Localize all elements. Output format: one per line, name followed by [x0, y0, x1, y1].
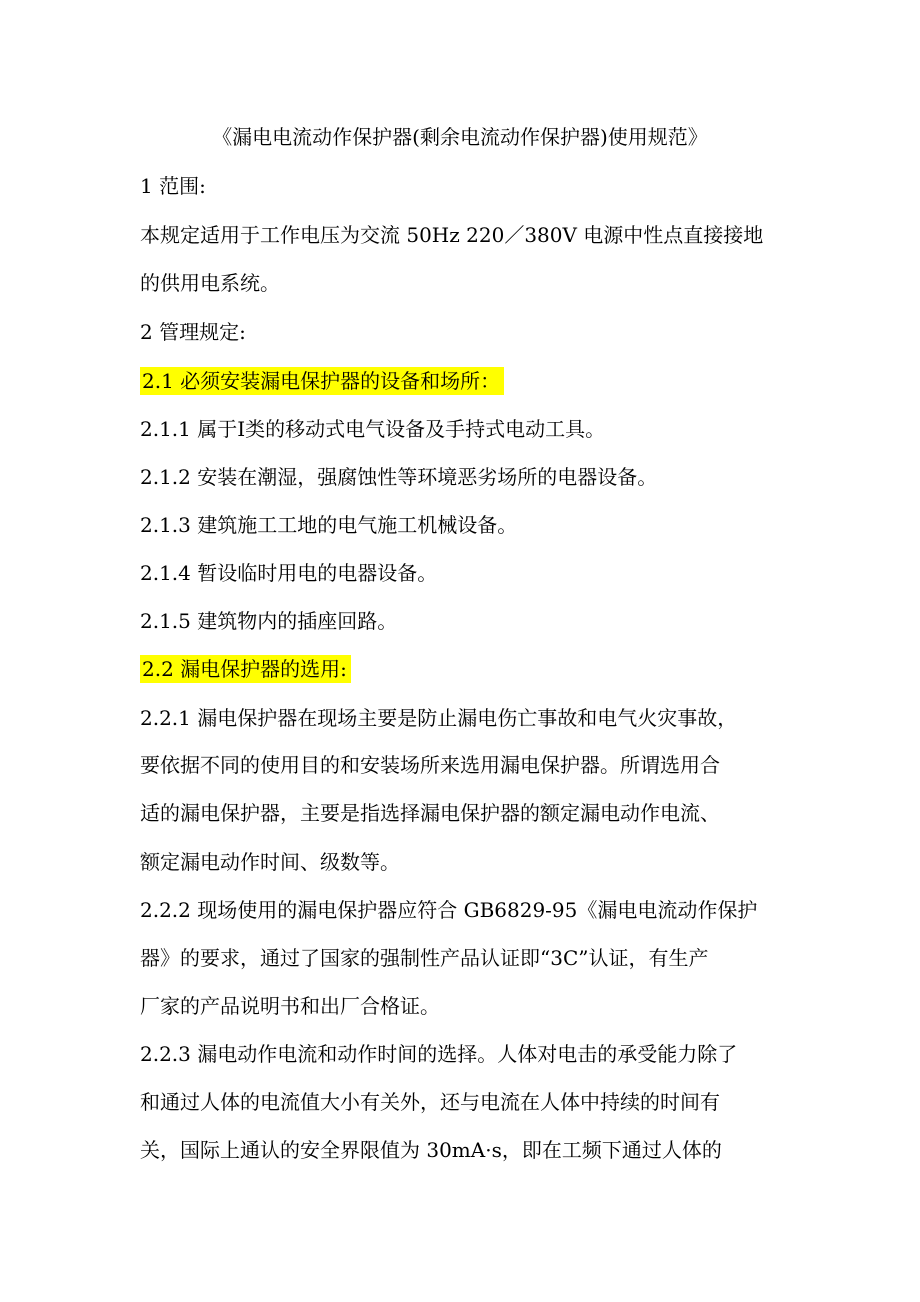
document-title: 《漏电电流动作保护器(剩余电流动作保护器)使用规范》: [212, 125, 708, 149]
paragraph-line: 2.2.1 漏电保护器在现场主要是防止漏电伤亡事故和电气火灾事故，: [140, 706, 738, 730]
paragraph-line: 要依据不同的使用目的和安装场所来选用漏电保护器。所谓选用合: [140, 753, 720, 777]
paragraph-line: 关，国际上通认的安全界限值为 30mA·s，即在工频下通过人体的: [140, 1138, 722, 1162]
paragraph-line: 适的漏电保护器，主要是指选择漏电保护器的额定漏电动作电流、: [140, 801, 720, 825]
highlighted-heading-2-1: [140, 366, 504, 396]
paragraph-line: 厂家的产品说明书和出厂合格证。: [140, 994, 440, 1018]
list-item-2-1-2: 2.1.2 安装在潮湿，强腐蚀性等环境恶劣场所的电器设备。: [140, 465, 658, 489]
paragraph-line: 额定漏电动作时间、级数等。: [140, 850, 400, 874]
paragraph-line: 本规定适用于工作电压为交流 50Hz 220／380V 电源中性点直接接地: [140, 223, 764, 247]
paragraph-line: 和通过人体的电流值大小有关外，还与电流在人体中持续的时间有: [140, 1090, 720, 1114]
section-heading-scope: 1 范围:: [140, 174, 206, 198]
list-item-2-1-5: 2.1.5 建筑物内的插座回路。: [140, 609, 398, 633]
list-item-2-1-3: 2.1.3 建筑施工工地的电气施工机械设备。: [140, 513, 518, 537]
paragraph-line: 2.2.3 漏电动作电流和动作时间的选择。人体对电击的承受能力除了: [140, 1042, 738, 1066]
highlight-mark: 2.1 必须安装漏电保护器的设备和场所：: [140, 367, 504, 395]
paragraph-line: 器》的要求，通过了国家的强制性产品认证即“3C”认证，有生产: [140, 946, 709, 970]
highlighted-heading-2-2: [140, 654, 351, 684]
section-heading-management: 2 管理规定:: [140, 320, 246, 344]
paragraph-line: 的供用电系统。: [140, 271, 280, 295]
list-item-2-1-1: 2.1.1 属于Ⅰ类的移动式电气设备及手持式电动工具。: [140, 417, 606, 441]
paragraph-line: 2.2.2 现场使用的漏电保护器应符合 GB6829-95《漏电电流动作保护: [140, 898, 758, 922]
highlight-mark: 2.2 漏电保护器的选用:: [140, 655, 351, 683]
list-item-2-1-4: 2.1.4 暂设临时用电的电器设备。: [140, 561, 438, 585]
